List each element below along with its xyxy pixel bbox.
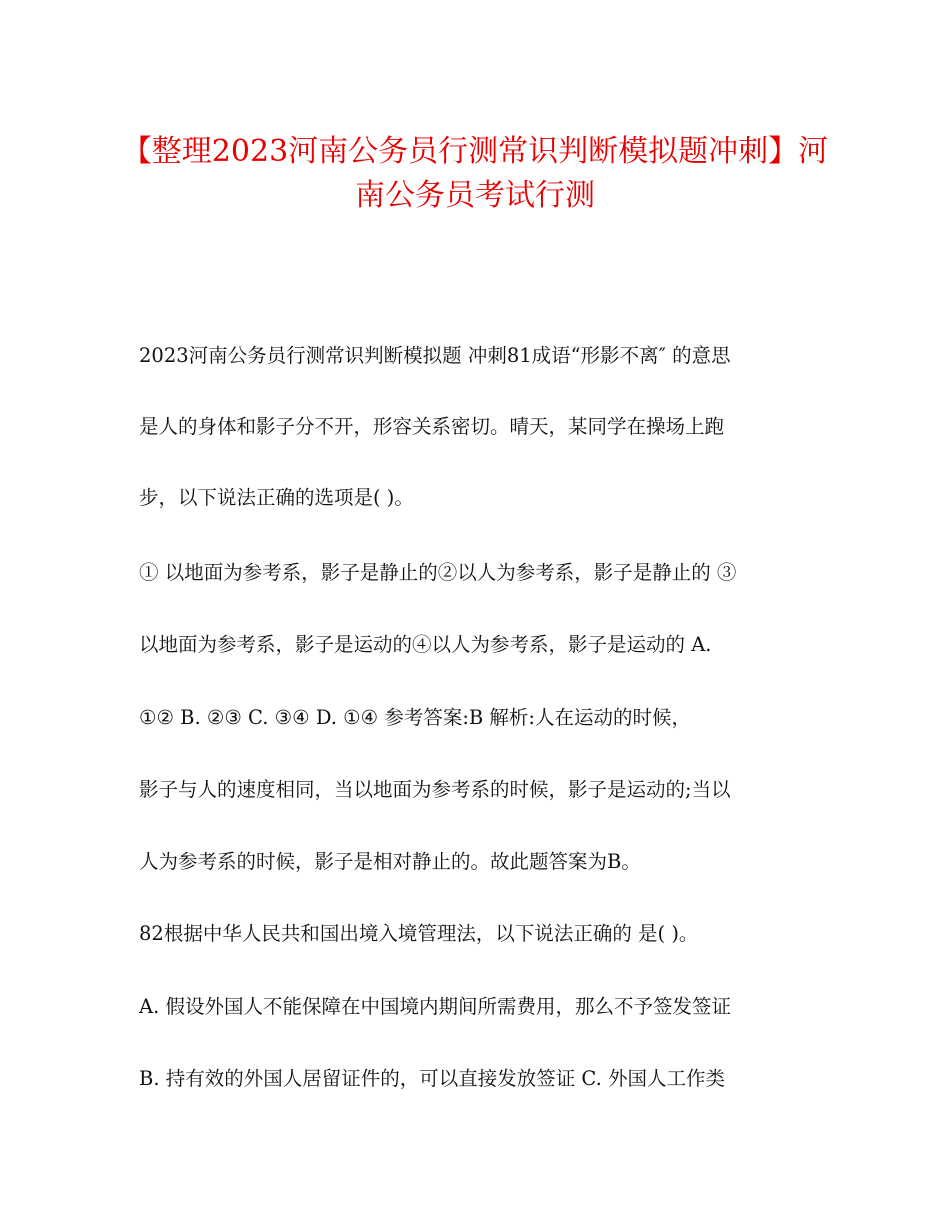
body-line-5: 以地面为参考系，影子是运动的④以人为参考系，影子是运动的 A. — [139, 633, 712, 656]
body-line-1: 2023河南公务员行测常识判断模拟题 冲刺81成语“形影不离″ 的意思 — [139, 344, 731, 367]
body-line-7: 影子与人的速度相同，当以地面为参考系的时候，影子是运动的;当以 — [139, 778, 731, 801]
body-line-2: 是人的身体和影子分不开，形容关系密切。晴天，某同学在操场上跑 — [139, 415, 725, 438]
document-title-line-1: 【整理2023河南公务员行测常识判断模拟题冲刺】河 — [121, 134, 829, 169]
document-title-line-2: 南公务员考试行测 — [355, 178, 595, 213]
body-line-3: 步，以下说法正确的选项是( )。 — [139, 486, 414, 509]
body-line-11: B. 持有效的外国人居留证件的，可以直接发放签证 C. 外国人工作类 — [139, 1067, 726, 1090]
body-line-8: 人为参考系的时候，影子是相对静止的。故此题答案为B。 — [139, 850, 641, 873]
body-line-6: ①② B. ②③ C. ③④ D. ①④ 参考答案:B 解析:人在运动的时候， — [139, 706, 691, 729]
body-line-4: ① 以地面为参考系，影子是静止的②以人为参考系，影子是静止的 ③ — [139, 561, 737, 584]
body-line-9: 82根据中华人民共和国出境入境管理法，以下说法正确的 是( )。 — [139, 922, 699, 945]
body-line-10: A. 假设外国人不能保障在中国境内期间所需费用，那么不予签发签证 — [139, 995, 731, 1018]
